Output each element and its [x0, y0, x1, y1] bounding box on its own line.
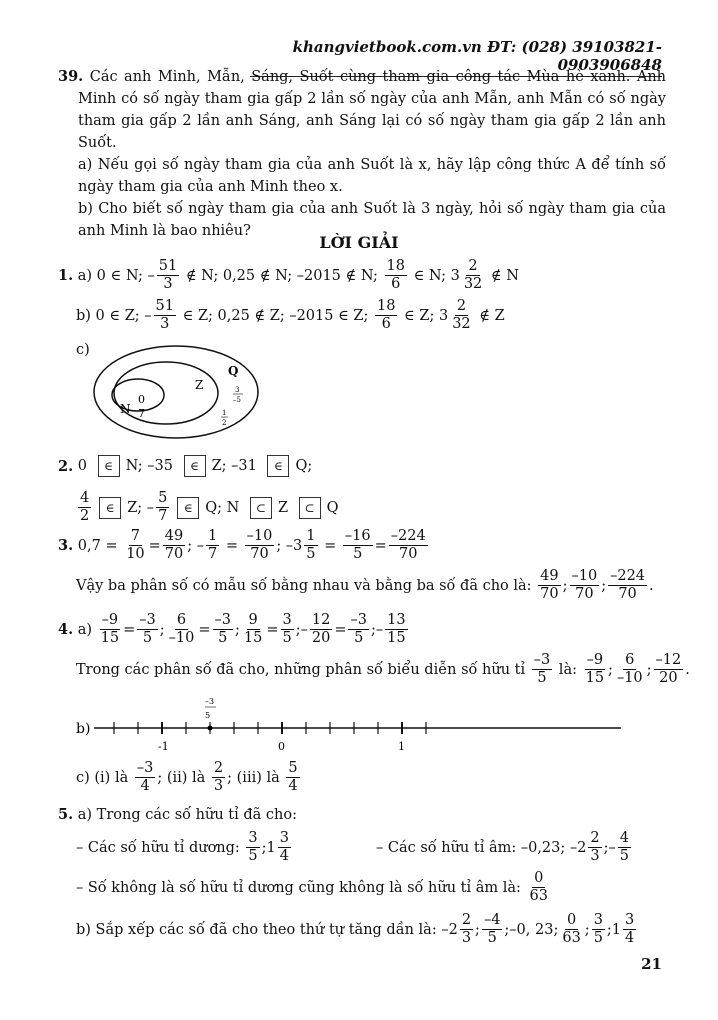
answer-box: ∈	[184, 455, 206, 477]
denominator: 4	[288, 778, 298, 794]
tick-label: 0	[278, 740, 285, 752]
numerator: 5	[158, 490, 168, 506]
label-n: N	[120, 402, 131, 416]
math-text: Z	[277, 499, 293, 516]
element-3-over-5d: –5	[233, 396, 241, 404]
answer-box: ∈	[177, 497, 199, 519]
denominator: 32	[463, 276, 483, 292]
denominator: 5	[537, 670, 547, 686]
fraction	[460, 912, 473, 947]
fraction	[163, 528, 185, 563]
math-text: Q; N	[205, 499, 244, 516]
denominator: 70	[575, 586, 594, 602]
problem-part-b: b) Cho biết số ngày tham gia của anh Suốt là 3 ngày, hỏi số ngày tham gia của anh Minh là bao nhiêu?	[78, 201, 666, 239]
fraction	[135, 760, 155, 795]
numerator: –3	[139, 612, 156, 628]
denominator: 15	[100, 630, 120, 646]
venn-diagram	[90, 345, 310, 445]
denominator: 15	[243, 630, 263, 646]
denominator: 3	[160, 316, 170, 332]
zero-rational	[76, 870, 666, 905]
solution-3-conclusion	[76, 568, 666, 603]
item-number: 3.	[58, 537, 74, 554]
numerator: 13	[387, 612, 406, 628]
label-z: Z	[195, 378, 204, 392]
item-number: 1.	[58, 267, 74, 284]
denominator: 70	[399, 546, 418, 562]
numerator: 51	[155, 298, 174, 314]
answer-box: ∈	[98, 455, 120, 477]
fraction	[532, 652, 552, 687]
math-text: – Các số hữu tỉ dương:	[76, 839, 245, 856]
math-text: ;	[475, 921, 480, 938]
denominator: 3	[163, 276, 173, 292]
denominator: 70	[540, 586, 559, 602]
fraction	[560, 912, 582, 947]
fraction	[245, 528, 275, 563]
numerator: 5	[288, 760, 298, 776]
denominator: 5	[619, 848, 629, 864]
denominator: 5	[487, 930, 497, 946]
item-number: 5.	[58, 806, 74, 823]
solution-4a	[58, 612, 666, 647]
numerator: –3	[350, 612, 367, 628]
numerator: 18	[377, 298, 396, 314]
solution-5a	[58, 806, 666, 823]
element-7: 7	[138, 407, 145, 420]
item-number: 4.	[58, 621, 74, 638]
fraction	[348, 612, 368, 647]
math-text: =	[374, 537, 387, 554]
denominator: 15	[585, 670, 605, 686]
denominator: 6	[391, 276, 401, 292]
fraction	[375, 298, 397, 333]
fraction	[304, 528, 317, 563]
math-text: ∉ N; 0,25 ∉ N; –2015 ∉ N;	[181, 267, 383, 284]
denominator: 20	[659, 670, 678, 686]
math-text: là:	[554, 661, 582, 678]
fraction	[124, 528, 146, 563]
math-text: ;	[646, 661, 652, 678]
numerator: –3	[214, 612, 231, 628]
math-text: Trong các phân số đã cho, những phân số biểu diễn số hữu tỉ	[76, 661, 530, 678]
denominator: 63	[529, 888, 548, 904]
numerator: –9	[586, 652, 604, 668]
math-text: ;–0, 23;	[504, 921, 559, 938]
denominator: 3	[590, 848, 600, 864]
solution-1a	[58, 258, 666, 293]
numerator: –4	[483, 912, 501, 928]
denominator: 4	[279, 848, 290, 864]
numerator: 9	[248, 612, 258, 628]
numerator: 2	[213, 760, 224, 776]
solution-1b	[76, 298, 666, 333]
math-text: ∉ Z	[474, 307, 505, 324]
fraction	[528, 870, 550, 905]
denominator: 5	[354, 630, 364, 646]
fraction	[584, 652, 606, 687]
fraction	[618, 830, 631, 865]
fraction	[654, 652, 684, 687]
fraction	[310, 612, 332, 647]
math-text: ;1	[261, 839, 276, 856]
fraction	[538, 568, 560, 603]
numerator: –10	[571, 568, 598, 584]
numerator: 51	[158, 258, 178, 274]
fraction	[281, 612, 294, 647]
denominator: 6	[381, 316, 391, 332]
math-text: =	[266, 621, 279, 638]
fraction	[462, 258, 484, 293]
math-text: Vậy ba phân số có mẫu số bằng nhau và bằng ba số đã cho là:	[76, 577, 537, 594]
solution-2b	[76, 490, 666, 525]
numerator: –224	[390, 528, 426, 544]
denominator: 5	[282, 630, 292, 646]
numerator: –10	[246, 528, 273, 544]
denominator: 10	[126, 546, 145, 562]
element-3-over-5n: 3	[235, 386, 240, 394]
number-line	[76, 692, 636, 752]
math-text: b) 0 ∈ Z; –	[76, 307, 152, 324]
fraction	[78, 490, 91, 525]
math-text: .	[685, 661, 690, 678]
math-text: =	[123, 621, 136, 638]
denominator: 5	[593, 930, 603, 946]
numerator: 12	[311, 612, 331, 628]
math-text: =	[319, 537, 341, 554]
math-text: ;	[235, 621, 240, 638]
numerator: –3	[136, 760, 154, 776]
math-text: ;	[159, 621, 165, 638]
math-text: ;–	[603, 839, 616, 856]
math-text: ;–	[295, 621, 308, 638]
fraction	[99, 612, 121, 647]
problem-part-a: a) Nếu gọi số ngày tham gia của anh Suốt là x, hãy lập công thức A để tính số ngày tham gia của anh Minh theo x.	[78, 157, 666, 195]
numerator: 0	[534, 870, 544, 886]
math-text: c)	[76, 342, 90, 358]
problem-number: 39.	[58, 68, 84, 85]
fraction	[167, 612, 197, 647]
denominator: –10	[616, 670, 643, 686]
numerator: 6	[625, 652, 635, 668]
math-text: 0,7 =	[73, 537, 123, 554]
numerator: 1	[306, 528, 316, 544]
math-text: =	[198, 621, 211, 638]
math-text: a) 0 ∈ N; –	[73, 267, 155, 284]
denominator: 20	[311, 630, 331, 646]
numerator: 3	[248, 830, 258, 846]
math-text: Z; –31	[211, 458, 262, 474]
denominator: 70	[618, 586, 637, 602]
math-text: ∉ N	[486, 267, 519, 284]
math-text: Q	[326, 499, 339, 516]
denominator: 5	[218, 630, 228, 646]
fraction	[213, 612, 233, 647]
number-line-label: b)	[76, 721, 91, 737]
numerator: 0	[566, 912, 577, 928]
denominator: 63	[562, 930, 581, 946]
solution-5b	[76, 912, 666, 947]
numerator: 49	[164, 528, 184, 544]
tick-label: 1	[398, 740, 405, 752]
denominator: 70	[164, 546, 184, 562]
fraction	[242, 612, 264, 647]
math-text: .	[649, 577, 654, 594]
denominator: 70	[250, 546, 269, 562]
numerator: 3	[625, 912, 635, 928]
numerator: 6	[176, 612, 187, 628]
page-number: 21	[641, 955, 662, 973]
fraction	[156, 490, 169, 525]
numerator: 2	[468, 258, 478, 274]
denominator: 32	[452, 316, 471, 332]
fraction	[482, 912, 502, 947]
math-text: ;	[562, 577, 568, 594]
math-text: ; –3	[276, 537, 303, 554]
numerator: 2	[590, 830, 600, 846]
negative-rationals	[376, 830, 666, 865]
denominator: 7	[158, 508, 168, 524]
numerator: 1	[208, 528, 218, 544]
fraction	[137, 612, 157, 647]
problem-text: Các anh Minh, Mẫn, Sáng, Suốt cùng tham gia công tác Mùa hè xanh. Anh Minh có số ngày tham gia gấp 2 lần số ngày của anh Mẫn, anh Mẫn có số ngày tham gia gấp 2 lần anh Sáng, anh Sáng lại có số ngày tham gia gấp 2 lần anh Suốt.	[78, 69, 667, 151]
denominator: 7	[208, 546, 218, 562]
math-text: Z; –	[127, 499, 155, 516]
element-1-over-2d: 2	[222, 419, 227, 427]
problem-39	[58, 66, 666, 242]
numerator: 18	[386, 258, 405, 274]
numerator: 7	[130, 528, 141, 544]
denominator: 4	[140, 778, 150, 794]
denominator: 2	[80, 508, 90, 524]
numerator: 49	[540, 568, 559, 584]
fraction	[385, 258, 407, 293]
denominator: 5	[353, 546, 363, 562]
numerator: 3	[279, 830, 290, 846]
denominator: 4	[625, 930, 635, 946]
fraction	[570, 568, 600, 603]
fraction	[615, 652, 645, 687]
numerator: –9	[101, 612, 119, 628]
fraction	[608, 568, 647, 603]
math-text: N; –35	[125, 458, 178, 474]
fraction	[385, 612, 407, 647]
math-text: – Số không là số hữu tỉ dương cũng không là số hữu tỉ âm là:	[76, 879, 526, 896]
math-text: =	[334, 621, 347, 638]
item-number: 2.	[58, 457, 74, 475]
fraction	[246, 830, 259, 865]
math-text: – Các số hữu tỉ âm: –0,23; –2	[376, 839, 587, 856]
numerator: 2	[456, 298, 467, 314]
math-text: a) Trong các số hữu tỉ đã cho:	[73, 806, 297, 823]
numerator: 2	[461, 912, 472, 928]
fraction	[286, 760, 299, 795]
denominator: –10	[168, 630, 195, 646]
point-label: –3	[205, 697, 215, 706]
fraction	[343, 528, 373, 563]
fraction	[157, 258, 179, 293]
math-text: ∈ Z; 0,25 ∉ Z; –2015 ∈ Z;	[178, 307, 373, 324]
solution-4-text	[76, 652, 690, 687]
math-text: b) Sắp xếp các số đã cho theo thứ tự tăng dần là: –2	[76, 921, 458, 938]
element-1-over-2n: 1	[222, 409, 227, 417]
numerator: –12	[655, 652, 682, 668]
answer-box: ∈	[267, 455, 289, 477]
math-text: Q;	[295, 458, 313, 474]
math-text: =	[148, 537, 161, 554]
fraction	[588, 830, 601, 865]
page-header: khangvietbook.com.vn ĐT: (028) 39103821- 0903906848	[250, 38, 662, 77]
denominator: 15	[387, 630, 406, 646]
denominator: 5	[306, 546, 316, 562]
math-text: 0	[73, 458, 92, 474]
element-0: 0	[138, 393, 145, 406]
math-text: a)	[73, 621, 97, 638]
fraction	[278, 830, 291, 865]
answer-box: ⊂	[250, 497, 272, 519]
answer-box: ⊂	[299, 497, 321, 519]
math-text: c) (i) là	[76, 769, 133, 786]
numerator: –3	[533, 652, 551, 668]
numerator: 4	[619, 830, 629, 846]
fraction	[623, 912, 636, 947]
math-text: ∈ Z; 3	[399, 307, 449, 324]
numerator: –224	[610, 568, 646, 584]
point-label: 5	[205, 711, 211, 720]
math-text: ; –	[187, 537, 204, 554]
fraction	[206, 528, 219, 563]
numerator: 3	[593, 912, 603, 928]
denominator: 5	[248, 848, 258, 864]
math-text: =	[221, 537, 243, 554]
fraction	[154, 298, 176, 333]
math-text: ;	[608, 661, 613, 678]
math-text: ;1	[606, 921, 622, 938]
answer-box: ∈	[99, 497, 121, 519]
denominator: 3	[213, 778, 224, 794]
math-text: ;–	[370, 621, 384, 638]
solution-3	[58, 528, 666, 563]
math-text: ; (ii) là	[157, 769, 210, 786]
math-text: ;	[601, 577, 607, 594]
math-text: ;	[584, 921, 590, 938]
denominator: 5	[142, 630, 153, 646]
point-marker	[208, 726, 213, 731]
tick-label: -1	[158, 740, 169, 752]
solution-title: LỜI GIẢI	[319, 233, 399, 252]
fraction	[389, 528, 428, 563]
numerator: 4	[80, 490, 90, 506]
fraction	[592, 912, 605, 947]
solution-2a	[58, 455, 666, 477]
fraction	[450, 298, 472, 333]
math-text: ∈ N; 3	[408, 267, 460, 284]
fraction	[212, 760, 225, 795]
numerator: 3	[282, 612, 292, 628]
math-text: ; (iii) là	[227, 769, 285, 786]
label-q: Q	[228, 364, 239, 378]
solution-4c	[76, 760, 666, 795]
denominator: 3	[461, 930, 472, 946]
numerator: –16	[344, 528, 371, 544]
